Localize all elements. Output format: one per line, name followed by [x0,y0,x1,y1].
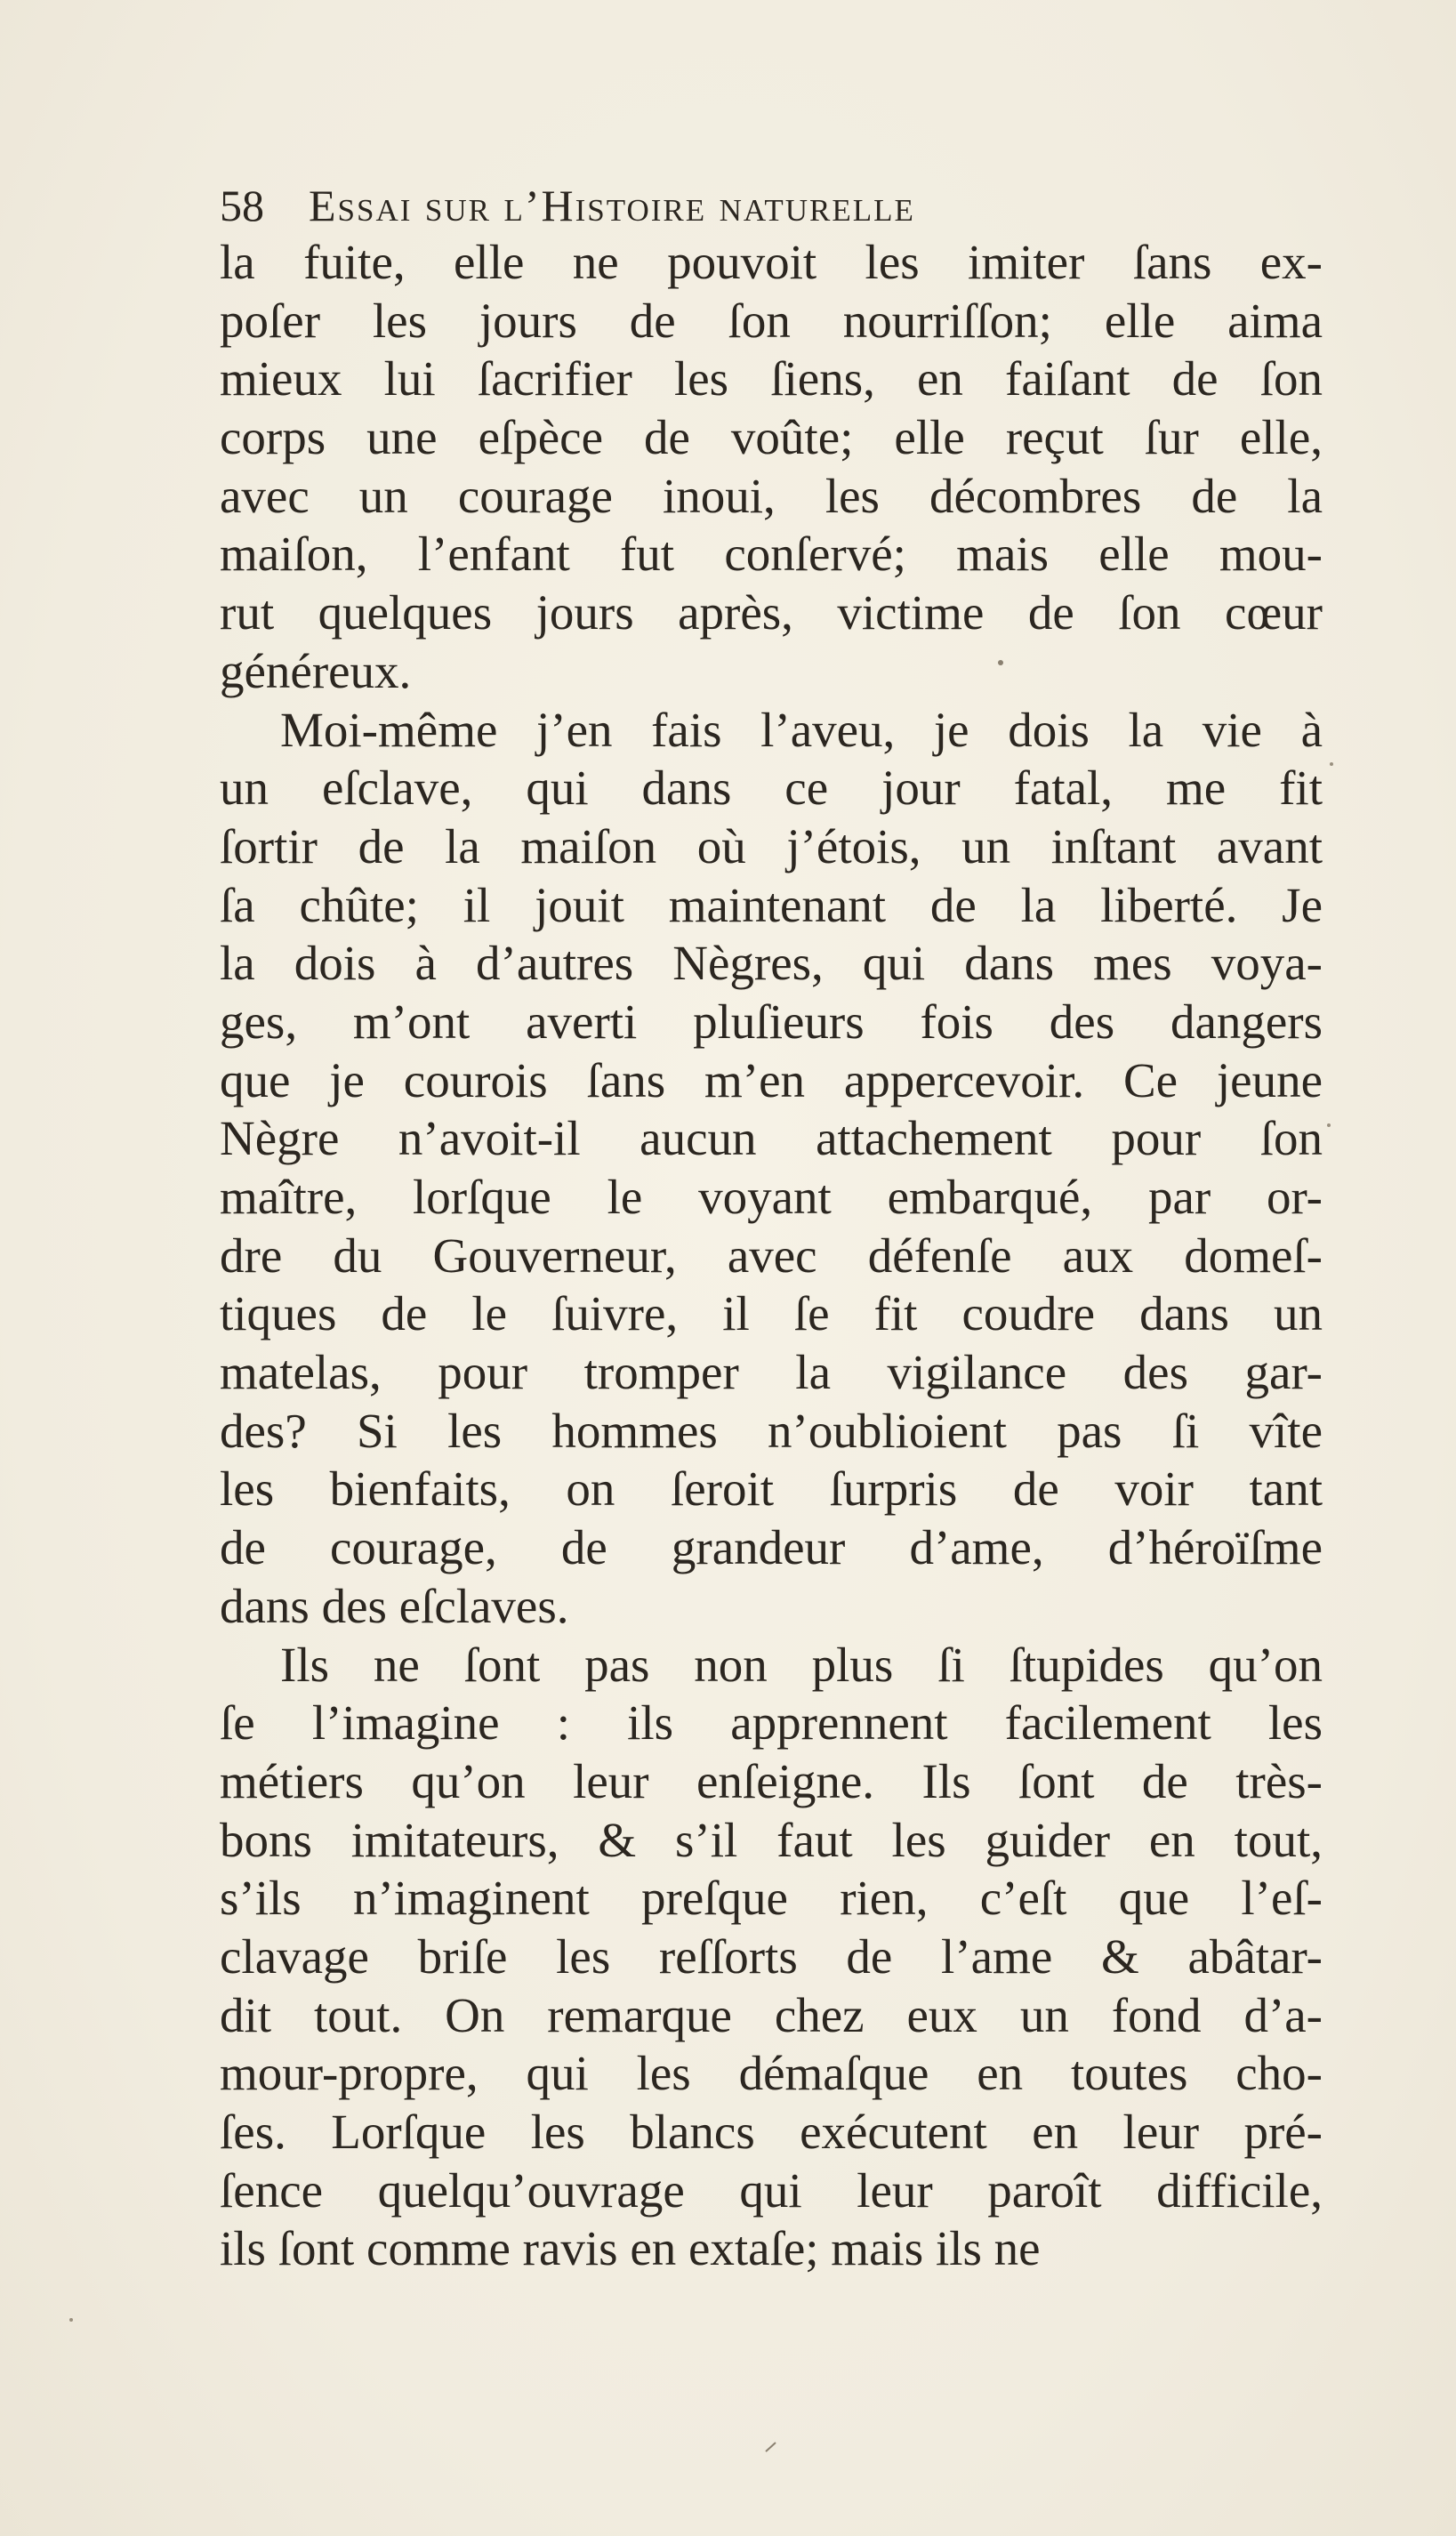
text-line: que je courois ſans m’en appercevoir. Ce jeune [220,1052,1323,1107]
text-line: un eſclave, qui dans ce jour fatal, me fit [220,761,1323,816]
text-line: tiques de le ſuivre, il ſe fit coudre dans un [220,1286,1323,1341]
speck [1327,1123,1331,1127]
running-title: Essai sur l’Histoire naturelle [309,181,915,230]
text-line: ges, m’ont averti pluſieurs fois des dangers [220,994,1323,1049]
text-line: mour-propre, qui les démaſque en toutes cho- [220,2046,1323,2101]
text-line: corps une eſpèce de voûte; elle reçut ſur elle, [220,410,1323,465]
speck [1330,762,1333,766]
text-line: la fuite, elle ne pouvoit les imiter ſans ex- [220,235,1323,289]
text-line: Ils ne ſont pas non plus ſi ſtupides qu’on [280,1637,1323,1692]
running-header [220,174,1323,237]
text-line: des? Si les hommes n’oublioient pas ſi vîte [220,1403,1323,1458]
text-line: métiers qu’on leur enſeigne. Ils ſont de très- [220,1753,1323,1808]
text-line: rut quelques jours après, victime de ſon cœur [220,585,1323,640]
speck [69,2318,73,2322]
text-line: ils ſont comme ravis en extaſe; mais ils ne [220,2221,1041,2276]
text-line: Moi-même j’en fais l’aveu, je dois la vie à [280,702,1323,757]
text-line: avec un courage inoui, les décombres de la [220,468,1323,523]
text-line: maître, lorſque le voyant embarqué, par or- [220,1170,1323,1224]
text-line: poſer les jours de ſon nourriſſon; elle aima [220,293,1323,348]
text-line: les bienfaits, on ſeroit ſurpris de voir tant [220,1461,1323,1517]
text-line: s’ils n’imaginent preſque rien, c’eſt que l’eſ- [220,1871,1323,1926]
text-line: de courage, de grandeur d’ame, d’héroïſme [220,1520,1323,1575]
text-line: Nègre n’avoit-il aucun attachement pour ſon [220,1111,1323,1166]
text-line: clavage briſe les reſſorts de l’ame & abâtar- [220,1928,1323,1984]
text-line: dans des eſclaves. [220,1578,569,1633]
text-line: la dois à d’autres Nègres, qui dans mes voya- [220,936,1323,991]
text-line: généreux. [220,643,412,698]
text-line: bons imitateurs, & s’il faut les guider en tout, [220,1812,1323,1867]
page-number: 58 [220,181,264,230]
text-line: ſortir de la maiſon où j’étois, un inſtant avant [220,818,1323,874]
speck [766,2443,776,2451]
text-line: ſes. Lorſque les blancs exécutent en leur pré- [220,2105,1323,2159]
text-line: dit tout. On remarque chez eux un fond d’a- [220,1987,1323,2042]
text-line: dre du Gouverneur, avec défenſe aux domeſ- [220,1228,1323,1283]
text-line: mieux lui ſacrifier les ſiens, en faiſant de ſon [220,351,1323,407]
text-line: maiſon, l’enfant fut conſervé; mais elle mou- [220,527,1323,582]
body-text [220,233,1323,2278]
text-line: ſa chûte; il jouit maintenant de la liberté. Je [220,877,1323,932]
text-line: ſence quelqu’ouvrage qui leur paroît difficile, [220,2162,1323,2218]
text-line: ſe l’imagine : ils apprennent facilement les [220,1695,1323,1751]
text-line: matelas, pour tromper la vigilance des gar- [220,1345,1323,1400]
